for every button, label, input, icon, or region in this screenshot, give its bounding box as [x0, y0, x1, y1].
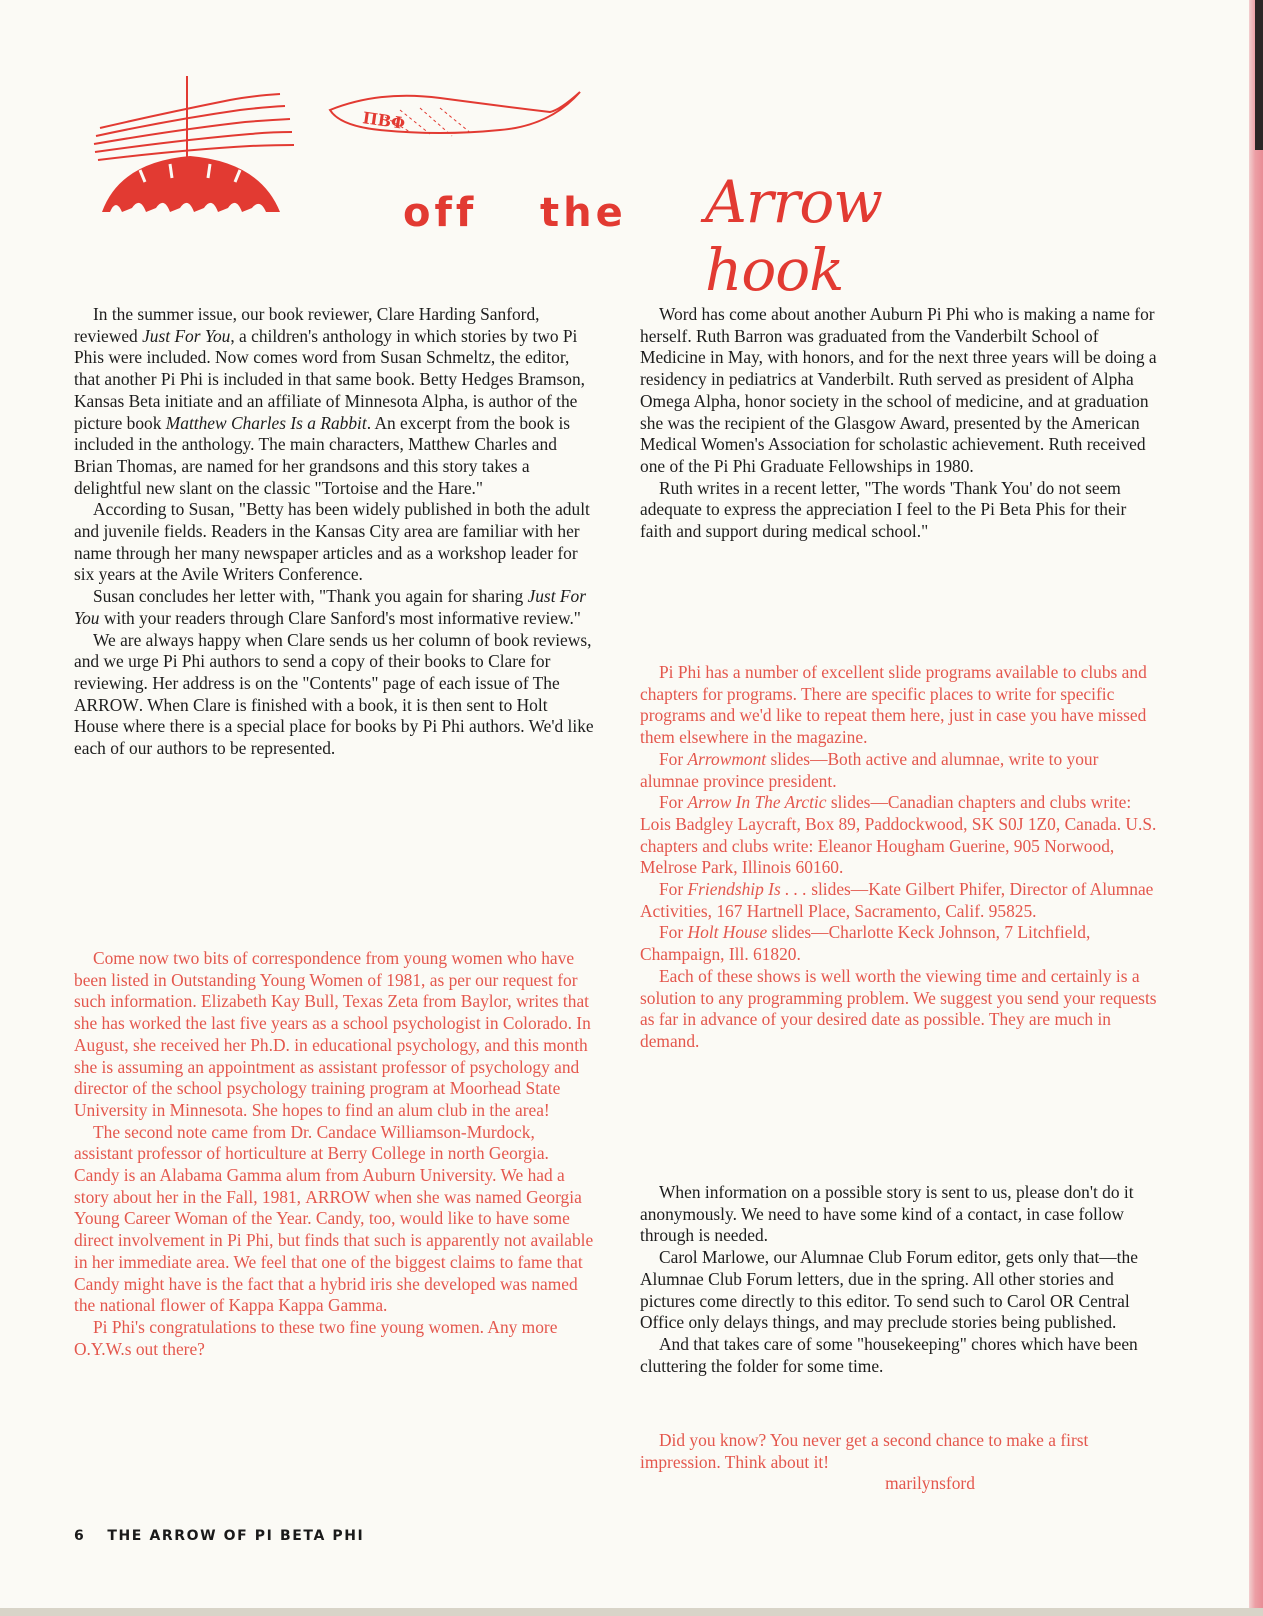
right-section-slide-programs [640, 662, 1160, 1053]
right-section-housekeeping [640, 1182, 1160, 1377]
book-title: Just For You [142, 325, 231, 346]
paragraph: And that takes care of some "housekeeping" chores which have been cluttering the folder for some time. [640, 1333, 1138, 1376]
text: We are always happy when Clare sends us her column of book reviews, and we urge Pi Phi authors to send a copy of their books to Clare for reviewing. Her address is on the "Contents" page of each issue of The [74, 629, 592, 693]
text: , a children's anthology in which stories by two Pi Phis were included. Now comes word from Susan Schmeltz, the editor, that another Pi Phi is included in that same book. Betty Hedges Bramson, Kansas Beta initiate and an affiliate of Minnesota Alpha, is author of the picture book [74, 325, 586, 433]
right-section-ruth-barron [640, 304, 1160, 543]
page-edge-shadow [1255, 0, 1263, 150]
book-title: Matthew Charles Is a Rabbit [165, 412, 367, 433]
paragraph [640, 792, 1160, 879]
text: For [659, 792, 688, 813]
text: In the summer issue, our book reviewer, Clare Harding Sanford, reviewed [74, 304, 540, 346]
arrow-smallcaps: ARROW [305, 1186, 371, 1207]
text: For [659, 748, 688, 769]
program-title: Holt House [687, 922, 768, 943]
paragraph: According to Susan, "Betty has been widely published in both the adult and juvenile fields. Readers in the Kansas City area are familiar with her name through her many newspaper articles and as a workshop leader for six years at the Avile Writers Conference. [74, 499, 590, 585]
paragraph: Carol Marlowe, our Alumnae Club Forum editor, gets only that—the Alumnae Club Forum letters, due in the spring. All other stories and pictures come directly to this editor. To send such to Carol OR Central Office only delays things, and may preclude stories being published. [640, 1247, 1138, 1333]
masthead [80, 70, 1000, 304]
program-title: Arrow In The Arctic [687, 792, 827, 813]
paragraph [74, 586, 594, 629]
page-number: 6 [74, 1528, 86, 1544]
left-section-oyw [74, 948, 594, 1360]
paragraph [640, 879, 1160, 922]
title-script: Arrow hook [705, 168, 882, 304]
program-title: Arrowmont [687, 748, 767, 769]
paragraph [74, 1122, 594, 1317]
text: slides—Charlotte Keck Johnson, 7 Litchfield, Champaign, Ill. 61820. [640, 922, 1091, 965]
paragraph: Each of these shows is well worth the viewing time and certainly is a solution to any programming problem. We suggest you send your requests as far in advance of your desired date as possible. They are much in demand. [640, 965, 1157, 1051]
paragraph [74, 630, 594, 760]
text: with your readers through Clare Sanford's most informative review." [99, 607, 581, 628]
arrow-smallcaps: ARROW [74, 694, 139, 715]
left-section-book-review [74, 304, 594, 760]
paragraph: Pi Phi has a number of excellent slide programs available to clubs and chapters for programs. There are specific places to write for specific programs and we'd like to repeat them here, just in case you have missed them elsewhere in the magazine. [640, 662, 1147, 748]
text: . An excerpt from the book is included in the anthology. The main characters, Matthew Charles and Brian Thomas, are named for her grandsons and this story takes a delightful new slant on the classic "Tortoise and the Hare." [74, 412, 571, 498]
paragraph [640, 922, 1160, 965]
paragraph: Did you know? You never get a second chance to make a first impression. Think about it! [640, 1430, 1089, 1472]
text: For [659, 922, 688, 943]
program-title: Friendship Is . . . [687, 879, 807, 900]
text: slides—Both active and alumnae, write to your alumnae province president. [640, 748, 1099, 791]
text: slides—Canadian chapters and clubs write: Lois Badgley Laycraft, Box 89, Paddockwood, SK S0J 1Z0, Canada. U.S. chapters and clubs write: Eleanor Hougham Guerine, 905 Norwood, Melrose Park, Illinois 60160. [640, 792, 1157, 878]
title-off: off [403, 190, 478, 236]
page-footer [74, 1528, 364, 1544]
paragraph [74, 304, 594, 499]
page-edge [1249, 0, 1263, 1616]
bottom-edge [0, 1608, 1263, 1616]
title-the: the [540, 190, 627, 236]
paragraph: Come now two bits of correspondence from young women who have been listed in Outstanding Young Women of 1981, as per our request for such information. Elizabeth Kay Bull, Texas Zeta from Baylor, writes that she has worked the last five years as a school psychologist in Colorado. In August, she received her Ph.D. in educational psychology, and this month she is assuming an appointment as assistant professor of psychology and director of the school psychology training program at Moorhead State University in Minnesota. She hopes to find an alum club in the area! [74, 948, 591, 1120]
text: The second note came from Dr. Candace Williamson-Murdock, assistant professor of horticulture at Berry College in north Georgia. Candy is an Alabama Gamma alum from Auburn University. We had a story about her in the Fall, 1981, [74, 1121, 565, 1207]
paragraph [640, 749, 1160, 792]
text: Susan concludes her letter with, "Thank you again for sharing [93, 586, 528, 607]
text: For [659, 879, 688, 900]
text: when she was named Georgia Young Career Woman of the Year. Candy, too, would like to have some direct involvement in Pi Phi, but finds that such is apparently not available in her immediate area. We feel that one of the biggest claims to fame that Candy might have is the fact that a hybrid iris she developed was named the national flower of Kappa Kappa Gamma. [74, 1186, 594, 1316]
paragraph: When information on a possible story is sent to us, please don't do it anonymously. We need to have some kind of a contact, in case follow through is needed. [640, 1182, 1134, 1246]
greek-letters: ΠΒΦ [361, 108, 407, 133]
paragraph: Pi Phi's congratulations to these two fine young women. Any more O.Y.W.s out there? [74, 1316, 558, 1359]
publication-name: THE ARROW OF PI BETA PHI [107, 1528, 365, 1544]
text: slides—Kate Gilbert Phifer, Director of Alumnae Activities, 167 Hartnell Place, Sacramento, Calif. 95825. [640, 879, 1154, 921]
right-section-did-you-know [640, 1430, 1160, 1495]
paragraph: Word has come about another Auburn Pi Phi who is making a name for herself. Ruth Barron was graduated from the Vanderbilt School of Medicine in May, with honors, and for the next three years will be doing a residency in pediatrics at Vanderbilt. Ruth served as president of Alpha Omega Alpha, honor society in the school of medicine, and at graduation she was the recipient of the Glasgow Award, presented by the American Medical Women's Association for scholastic achievement. Ruth received one of the Pi Phi Graduate Fellowships in 1980. [640, 304, 1157, 476]
paragraph: Ruth writes in a recent letter, "The words 'Thank You' do not seem adequate to express the appreciation I feel to the Pi Beta Phis for their faith and support during medical school." [640, 477, 1127, 542]
text: . When Clare is finished with a book, it is then sent to Holt House where there is a special place for books by Pi Phi authors. We'd like each of our authors to be represented. [74, 694, 594, 759]
signature: marilynsford [885, 1473, 975, 1494]
book-title: Just For You [74, 586, 586, 628]
